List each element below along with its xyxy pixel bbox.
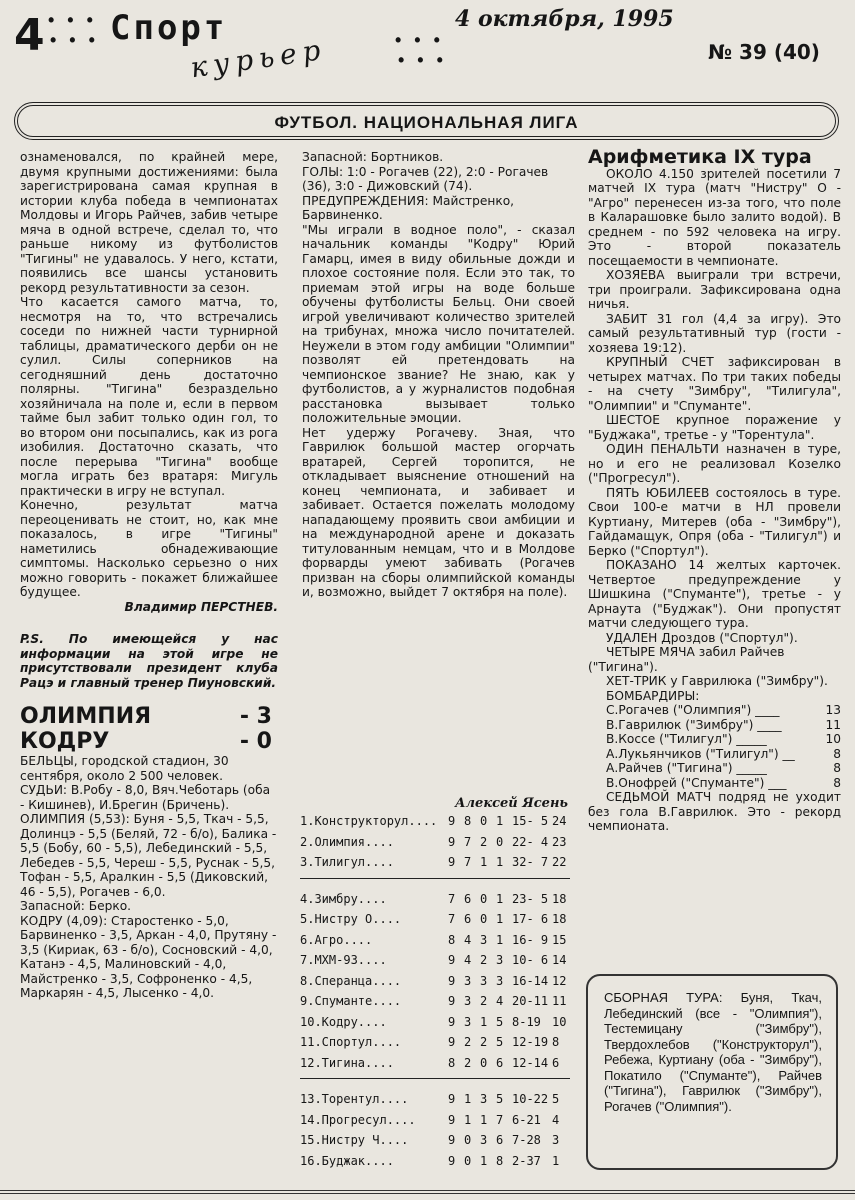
table-cell-pts: 24: [552, 814, 567, 828]
table-cell-pts: 12: [552, 973, 567, 988]
article-paragraph: ознаменовался, по крайней мере, двумя крупными достижениями: была зарегистрирована самая крупная в истории клуба победа в чемпионатах Молдовы и Игорь Райчев, забив четыре мяча в одной встрече, сделал то, что раньше никому из футболистов "Тигины" не удавалось. У него, кстати, появились все шансы установить рекорд результативности за сезон.: [20, 150, 278, 295]
team-of-round-text: СБОРНАЯ ТУРА: Буня, Ткач, Лебединский (все - "Олимпия"), Тестемицану ("Зимбру"), Твердохлебов ("Конструкторул"), Ребежа, Куртиану (оба - "Зимбру"), Покатило ("Спуманте"), Райчев ("Тигина"), Гаврилюк ("Зимбру"), Рогачев ("Олимпия").: [604, 990, 822, 1114]
table-cell-p: 8: [496, 1153, 504, 1168]
table-cell-w: 9: [448, 1112, 456, 1127]
table-cell-l: 0: [480, 891, 488, 906]
author-signature: Владимир ПЕРСТНЕВ.: [124, 599, 278, 614]
table-cell-name: 1.Конструкторул....: [300, 814, 438, 828]
list-item: В.Онофрей ("Спуманте") ___ 8: [606, 775, 841, 790]
table-cell-w: 7: [448, 912, 456, 926]
table-cell-pts: 5: [552, 1092, 560, 1106]
table-row: [300, 1056, 578, 1076]
table-cell-d: 6: [464, 891, 472, 906]
table-cell-name: 2.Олимпия....: [300, 834, 394, 849]
table-separator: [300, 1078, 570, 1079]
table-cell-l: 1: [480, 1014, 488, 1029]
table-cell-goals: 10- 6: [512, 953, 549, 967]
table-cell-pts: 4: [552, 1112, 560, 1127]
table-cell-w: 9: [448, 1153, 456, 1168]
stats-paragraph: ЧЕТЫРЕ МЯЧА забил Райчев ("Тигина").: [588, 645, 785, 674]
table-cell-goals: 2-37: [512, 1153, 541, 1168]
table-cell-goals: 23- 5: [512, 891, 549, 906]
table-cell-w: 8: [448, 1055, 456, 1070]
stats-paragraph: УДАЛЕН Дроздов ("Спортул").: [606, 630, 798, 645]
issue-number: № 39 (40): [708, 40, 820, 64]
section-title: ФУТБОЛ. НАЦИОНАЛЬНАЯ ЛИГА: [274, 113, 579, 132]
table-cell-d: 6: [464, 912, 472, 926]
table-cell-w: 8: [448, 932, 456, 947]
table-cell-name: 3.Тилигул....: [300, 855, 394, 869]
table-cell-pts: 3: [552, 1133, 560, 1147]
section-banner: [14, 102, 839, 140]
table-cell-name: 11.Спортул....: [300, 1035, 402, 1049]
table-row: [300, 1035, 578, 1055]
stats-paragraph: ПОКАЗАНО 14 желтых карточек. Четвертое предупреждение у Шишкина ("Спуманте"), третье - у Арнаута ("Буджак"). Они пропустят матчи следующего тура.: [588, 558, 841, 630]
table-cell-pts: 23: [552, 834, 567, 849]
article-paragraph: Нет удержу Рогачеву. Зная, что Гаврилюк большой мастер огорчать вратарей, Сергей торопится, не откладывает выяснение отношений на конец чемпионата, и забивает и забивает. Остается пожелать молодому нападающему проявить свои амбиции и на международной арене и доказать титулованным немцам, что и в Молдове форварды умеют забивать (Рогачев призван на сборы олимпийской команды и, возможно, выйдет 7 октября на поле).: [302, 425, 575, 599]
table-cell-d: 2: [464, 1035, 472, 1049]
table-author: Алексей Ясень: [454, 796, 568, 811]
table-cell-pts: 22: [552, 855, 567, 869]
table-cell-l: 0: [480, 1055, 488, 1070]
table-row: [300, 1092, 578, 1112]
match-details: ОЛИМПИЯ (5,53): Буня - 5,5, Ткач - 5,5, Долинцэ - 5,5 (Беляй, 72 - б/о), Балика - 5,5 (Бобу, 60 - 5,5), Лебединский - 5,5, Лебедев - 5,5, Череш - 5,5, Руснак - 5,5, Тофан - 5,5, Аралкин - 5,5 (Диковский, 46 - 5,5), Рогачев - 6,0.: [20, 812, 277, 899]
stats-paragraph: ХЕТ-ТРИК у Гаврилюка ("Зимбру").: [606, 674, 828, 688]
table-cell-pts: 18: [552, 912, 567, 926]
table-cell-l: 2: [480, 994, 488, 1008]
table-row: [300, 974, 578, 994]
decorative-dots: • • •: [50, 30, 99, 50]
table-cell-p: 1: [496, 932, 504, 947]
table-cell-p: 5: [496, 1014, 504, 1029]
table-cell-p: 5: [496, 1035, 504, 1049]
table-cell-name: 16.Буджак....: [300, 1153, 394, 1168]
table-cell-goals: 7-28: [512, 1133, 541, 1147]
table-cell-l: 3: [480, 1092, 488, 1106]
top-scorers-list: [606, 703, 841, 790]
table-cell-l: 1: [480, 1112, 488, 1127]
table-cell-p: 3: [496, 953, 504, 967]
table-row: [300, 1154, 578, 1174]
article-paragraph: ПРЕДУПРЕЖДЕНИЯ: Майстренко, Барвиненко.: [302, 193, 515, 222]
decorative-dots: • • •: [395, 30, 444, 50]
team-score: - 0: [239, 729, 272, 754]
table-cell-w: 9: [448, 1014, 456, 1029]
table-cell-goals: 10-22: [512, 1092, 549, 1106]
stats-paragraph: СЕДЬМОЙ МАТЧ подряд не уходит без гола В.Гаврилюк. Это - рекорд чемпионата.: [588, 790, 841, 833]
stats-paragraph: ЗАБИТ 31 гол (4,4 за игру). Это самый результативный тур (гости - хозяева 19:12).: [588, 311, 841, 355]
table-cell-w: 9: [448, 1035, 456, 1049]
table-cell-name: 14.Прогресул....: [300, 1112, 416, 1127]
table-cell-name: 9.Спуманте....: [300, 994, 402, 1008]
table-cell-w: 7: [448, 891, 456, 906]
table-row: [300, 933, 578, 953]
match-details: СУДЬИ: В.Робу - 8,0, Вяч.Чеботарь (оба - Кишинев), И.Брегин (Бричень).: [20, 783, 271, 812]
table-row: [300, 835, 578, 855]
match-details: КОДРУ (4,09): Старостенко - 5,0, Барвиненко - 3,5, Аркан - 4,0, Прутяну - 3,5 (Кириак, 63 - б/о), Сосновский - 4,0, Катанэ - 4,5, Малиновский - 4,0, Майстренко - 3,5, Софроненко - 4,5, Маркарян - 4,5, Лысенко - 4,0.: [20, 913, 277, 1000]
table-cell-w: 9: [448, 1133, 456, 1147]
postscript: P.S. По имеющейся у нас информации на этой игре не присутствовали президент клуба Рацэ и главный тренер Пиуновский.: [20, 632, 278, 690]
table-cell-goals: 16- 9: [512, 932, 549, 947]
table-cell-l: 2: [480, 834, 488, 849]
table-cell-p: 1: [496, 912, 504, 926]
table-cell-l: 2: [480, 953, 488, 967]
team-name: ОЛИМПИЯ: [20, 704, 152, 729]
list-item: В.Гаврилюк ("Зимбру") ____ 11: [606, 717, 841, 732]
list-item: В.Коссе ("Тилигул") _____ 10: [606, 732, 841, 746]
table-cell-d: 3: [464, 973, 472, 988]
issue-date: 4 октября, 1995: [455, 6, 674, 32]
table-cell-w: 9: [448, 994, 456, 1008]
list-item: А.Лукьянчиков ("Тилигул") __ 8: [606, 746, 841, 761]
table-cell-d: 0: [464, 1133, 472, 1147]
stats-paragraph: КРУПНЫЙ СЧЕТ зафиксирован в четырех матчах. По три таких победы - на счету "Зимбру", "Тилигула", "Олимпии" и "Спуманте".: [588, 355, 841, 413]
table-cell-p: 4: [496, 994, 504, 1008]
table-cell-d: 7: [464, 855, 472, 869]
table-cell-d: 1: [464, 1092, 472, 1106]
table-cell-goals: 6-21: [512, 1112, 541, 1127]
table-row: [300, 1113, 578, 1133]
table-cell-goals: 22- 4: [512, 834, 549, 849]
table-cell-name: 12.Тигина....: [300, 1055, 394, 1070]
table-cell-goals: 12-19: [512, 1035, 549, 1049]
article-paragraph: Что касается самого матча, то, несмотря на то, что встречались соседи по нижней части турнирной таблицы, драматического дерби он не сулил. Силы соперников на сегодняшний день достаточно полярны. "Тигина" безраздельно хозяйничала на поле и, если в первом тайме был забит только один гол, то во втором они посыпались, как из рога изобилия. Достаточно сказать, что после перерыва "Тигина" вообще могла играть без вратаря: Мигуль практически в игру не вступал.: [20, 295, 278, 498]
table-row: [300, 953, 578, 973]
table-cell-p: 1: [496, 814, 504, 828]
table-cell-goals: 20-11: [512, 994, 549, 1008]
table-cell-w: 9: [448, 973, 456, 988]
table-cell-l: 3: [480, 1133, 488, 1147]
table-row: [300, 994, 578, 1014]
table-cell-pts: 8: [552, 1035, 560, 1049]
team-name: КОДРУ: [20, 729, 110, 754]
table-cell-w: 9: [448, 855, 456, 869]
table-cell-pts: 15: [552, 932, 567, 947]
table-cell-d: 2: [464, 1055, 472, 1070]
table-cell-pts: 10: [552, 1014, 567, 1029]
table-cell-p: 6: [496, 1055, 504, 1070]
table-cell-pts: 6: [552, 1055, 560, 1070]
table-cell-d: 1: [464, 1112, 472, 1127]
table-cell-name: 6.Агро....: [300, 932, 373, 947]
table-cell-p: 0: [496, 834, 504, 849]
table-cell-l: 3: [480, 932, 488, 947]
article-paragraph: "Мы играли в водное поло", - сказал начальник команды "Кодру" Юрий Гамарц, имея в виду обильные дожди и плохое состояние поля. Если это так, то приемам этой игры на воде больше обучены футболисты Бельц. Они своей игрой увеличивают количество зрителей на трибунах, множа число почитателей. Неужели в этом году амбиции "Олимпии" позволят ей претендовать на чемпионское звание? Не знаю, как у футболистов, а у журналистов подобная расстановка вызывает только положительные эмоции.: [302, 222, 575, 425]
article-paragraph: Конечно, результат матча переоценивать не стоит, но, как мне показалось, в игре "Тигины" наметились обнадеживающие симптомы. Насколько серьезно о них можно говорить - покажет ближайшее будущее.: [20, 498, 278, 599]
table-cell-pts: 18: [552, 891, 567, 906]
table-cell-name: 5.Нистру О....: [300, 912, 402, 926]
table-row: [300, 912, 578, 932]
table-cell-d: 4: [464, 932, 472, 947]
match-details: БЕЛЬЦЫ, городской стадион, 30 сентября, около 2 500 человек.: [20, 754, 229, 783]
decorative-dots: • • •: [398, 50, 447, 70]
table-cell-p: 3: [496, 973, 504, 988]
table-cell-l: 3: [480, 973, 488, 988]
article-column-3: [588, 146, 841, 834]
table-cell-w: 9: [448, 834, 456, 849]
table-cell-p: 7: [496, 1112, 504, 1127]
stats-paragraph: ШЕСТОЕ крупное поражение у "Буджака", третье - у "Торентула".: [588, 413, 841, 442]
page-number: 4: [14, 10, 45, 61]
footer-rule: [0, 1190, 855, 1194]
table-cell-name: 10.Кодру....: [300, 1014, 387, 1029]
article-column-2: [302, 150, 575, 600]
table-row: [300, 855, 578, 875]
masthead-logo-sub: курьер: [188, 32, 329, 85]
table-row: [300, 892, 578, 912]
round-stats-heading: Арифметика IX тура: [588, 146, 812, 168]
table-cell-p: 1: [496, 855, 504, 869]
table-row: [300, 1133, 578, 1153]
table-cell-l: 1: [480, 1153, 488, 1168]
article-paragraph: Запасной: Бортников.: [302, 150, 444, 164]
table-cell-d: 8: [464, 814, 472, 828]
table-cell-goals: 17- 6: [512, 912, 549, 926]
masthead-logo-title: Спорт: [110, 8, 228, 48]
table-cell-d: 0: [464, 1153, 472, 1168]
table-cell-w: 9: [448, 814, 456, 828]
team-of-round-box: [586, 974, 838, 1170]
table-cell-pts: 14: [552, 953, 567, 967]
team-score: - 3: [239, 704, 272, 729]
table-cell-d: 7: [464, 834, 472, 849]
table-cell-name: 7.МХМ-93....: [300, 953, 387, 967]
table-cell-l: 0: [480, 912, 488, 926]
table-cell-pts: 11: [552, 994, 567, 1008]
table-cell-d: 4: [464, 953, 472, 967]
stats-paragraph: ОКОЛО 4.150 зрителей посетили 7 матчей IX тура (матч "Нистру" О - "Агро" перенесен из-за того, что поле в Каларашовке было залито водой). В среднем - по 592 человека на игру. Это - второй показатель посещаемости в чемпионате.: [588, 166, 841, 268]
table-cell-p: 1: [496, 891, 504, 906]
stats-paragraph: ХОЗЯЕВА выиграли три встречи, три проиграли. Зафиксирована одна ничья.: [588, 268, 841, 311]
table-cell-d: 3: [464, 994, 472, 1008]
table-cell-name: 13.Торентул....: [300, 1092, 409, 1106]
table-cell-name: 4.Зимбру....: [300, 891, 387, 906]
table-cell-l: 0: [480, 814, 488, 828]
decorative-dots: • • •: [48, 10, 97, 30]
table-cell-goals: 8-19: [512, 1014, 541, 1029]
stats-paragraph: ПЯТЬ ЮБИЛЕЕВ состоялось в туре. Свои 100-е матчи в НЛ провели Куртиану, Митерев (оба - "Зимбру"), Гайдамащук, Опря (оба - "Тилигул") и Берко ("Спортул").: [588, 485, 841, 558]
match-score: [20, 704, 278, 754]
table-cell-w: 9: [448, 953, 456, 967]
table-cell-name: 8.Сперанца....: [300, 973, 402, 988]
table-cell-pts: 1: [552, 1153, 560, 1168]
table-cell-goals: 15- 5: [512, 814, 549, 828]
list-item: С.Рогачев ("Олимпия") ____ 13: [606, 703, 841, 717]
article-paragraph: ГОЛЫ: 1:0 - Рогачев (22), 2:0 - Рогачев (36), 3:0 - Дижовский (74).: [302, 164, 549, 193]
table-separator: [300, 878, 570, 879]
table-cell-name: 15.Нистру Ч....: [300, 1133, 409, 1147]
stats-paragraph: ОДИН ПЕНАЛЬТИ назначен в туре, но и его не реализовал Козелко ("Прогресул").: [588, 442, 841, 485]
table-cell-goals: 16-14: [512, 973, 549, 988]
table-row: [300, 814, 578, 834]
match-details: Запасной: Берко.: [20, 899, 132, 913]
article-column-1: [20, 150, 278, 1001]
table-cell-p: 5: [496, 1092, 504, 1106]
table-cell-goals: 12-14: [512, 1055, 549, 1070]
table-cell-l: 2: [480, 1035, 488, 1049]
table-cell-l: 1: [480, 855, 488, 869]
table-cell-w: 9: [448, 1092, 456, 1106]
stats-paragraph: БОМБАРДИРЫ:: [606, 688, 700, 703]
list-item: А.Райчев ("Тигина") _____ 8: [606, 761, 841, 775]
table-cell-goals: 32- 7: [512, 855, 549, 869]
table-cell-d: 3: [464, 1014, 472, 1029]
table-cell-p: 6: [496, 1133, 504, 1147]
table-row: [300, 1015, 578, 1035]
